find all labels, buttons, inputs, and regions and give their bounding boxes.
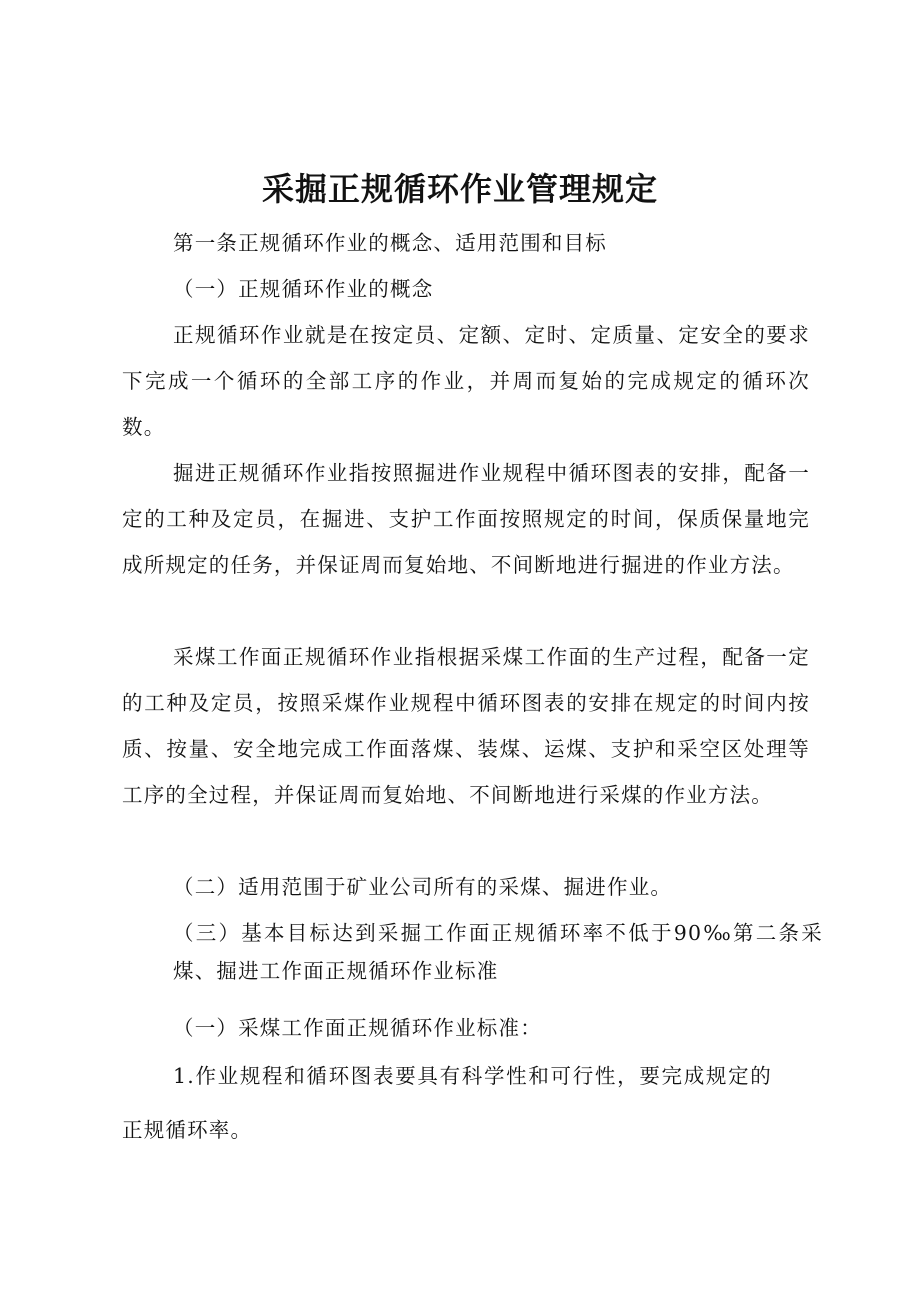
section-1-heading: （一）正规循环作业的概念 <box>173 277 434 301</box>
paragraph-definition: 正规循环作业就是在按定员、定额、定时、定质量、定安全的要求下完成一个循环的全部工序的作业，并周而复始的完成规定的循环次数。 <box>122 323 810 439</box>
section-3-objective: （三）基本目标达到采掘工作面正规循环率不低于90‰第二条采煤、掘进工作面正规循环作业标准 <box>173 921 823 983</box>
mining-standard-heading: （一）采煤工作面正规循环作业标准： <box>173 1016 542 1040</box>
article-1-heading: 第一条正规循环作业的概念、适用范围和目标 <box>173 231 607 255</box>
standard-item-1: 1.作业规程和循环图表要具有科学性和可行性，要完成规定的正规循环率。 <box>122 1064 772 1142</box>
section-2-scope: （二）适用范围于矿业公司所有的采煤、掘进作业。 <box>173 875 673 899</box>
paragraph-mining-face: 采煤工作面正规循环作业指根据采煤工作面的生产过程，配备一定的工种及定员，按照采煤作业规程中循环图表的安排在规定的时间内按质、按量、安全地完成工作面落煤、装煤、运煤、支护和采空区处理等工序的全过程，并保证周而复始地、不间断地进行采煤的作业方法。 <box>122 645 810 807</box>
paragraph-tunneling: 掘进正规循环作业指按照掘进作业规程中循环图表的安排，配备一定的工种及定员，在掘进、支护工作面按照规定的时间，保质保量地完成所规定的任务，并保证周而复始地、不间断地进行掘进的作业方法。 <box>122 461 810 577</box>
document-title: 采掘正规循环作业管理规定 <box>261 170 658 208</box>
